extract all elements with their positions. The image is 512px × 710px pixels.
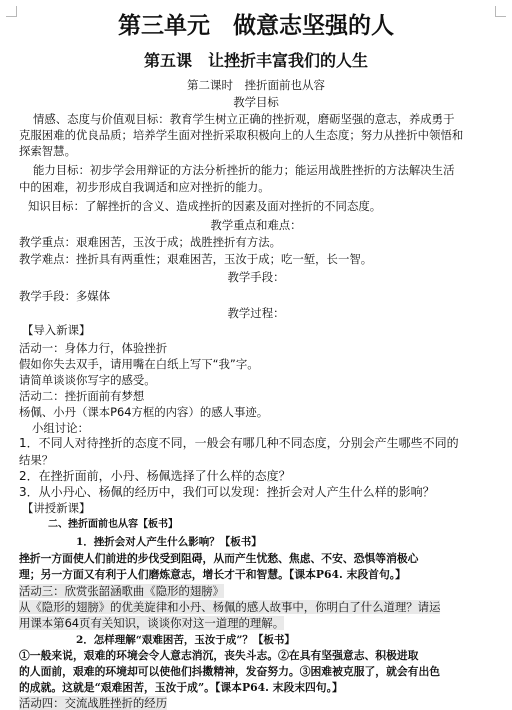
paragraph-line: 假如你失去双手，请用嘴在白纸上写下“我”字。: [19, 357, 259, 371]
section-heading: 教学手段：: [227, 270, 285, 284]
question-line: 2．在挫折面前，小丹、杨佩选择了什么样的态度？: [19, 469, 291, 483]
paragraph-line: 教学手段：多媒体: [19, 289, 111, 303]
paragraph-line: 探索智慧。: [19, 144, 76, 158]
paragraph-line: 中的困难，初步形成自我调适和应对挫折的能力。: [19, 180, 270, 194]
paragraph-text: 从《隐形的翅膀》的优美旋律和小丹、杨佩的感人故事中，你明白了什么道理？请运: [19, 600, 441, 614]
board-heading: 1．挫折会对人产生什么影响？【板书】: [76, 536, 262, 548]
paragraph-line: 教学重点：艰难困苦，玉汝于成；战胜挫折有方法。: [19, 235, 281, 249]
paragraph-line: 教学难点：挫折具有两重性；艰难困苦，玉汝于成；吃一堑，长一智。: [19, 252, 373, 266]
activity-text: 活动三：欣赏张韶涵歌曲《隐形的翅膀》: [19, 584, 225, 598]
paragraph-line: 克服困难的优良品质；培养学生面对挫折采取积极向上的人生态度；努力从挫折中领悟和: [19, 128, 464, 142]
section-heading: 教学过程：: [227, 306, 285, 320]
paragraph-line: [19, 616, 499, 630]
board-text-line: 的人面前，艰难的环境却可以使他们抖擞精神，发奋努力。③困难被克服了，就会有出色: [19, 665, 441, 678]
paragraph-line: 知识目标：了解挫折的含义、造成挫折的因素及面对挫折的不同态度。: [28, 199, 382, 213]
board-text-line: 挫折一方面使人们前进的步伐受到阻碍，从而产生忧愁、焦虑、不安、恐惧等消极心: [19, 552, 419, 565]
question-line: 1．不同人对待挫折的态度不同，一般会有哪几种不同态度，分别会产生哪些不同的: [19, 436, 459, 450]
activity-text: 活动四：交流战胜挫折的经历: [19, 696, 168, 710]
paragraph-line: 能力目标：初步学会用辩证的方法分析挫折的能力；能运用战胜挫折的方法解决生活: [33, 163, 455, 177]
board-heading: 2．怎样理解“艰难困苦，玉汝于成”？【板书】: [76, 634, 295, 646]
activity-line: [19, 696, 499, 710]
paragraph-line: 杨佩、小丹（课本P64方框的内容）的感人事迹。: [19, 405, 269, 419]
board-text-line: 的成就。这就是“艰难困苦，玉汝于成”。【课本P64. 末段末四句。】: [19, 681, 343, 694]
paragraph-line: [19, 600, 499, 614]
paragraph-line: 请简单谈谈你写字的感受。: [19, 373, 156, 387]
lesson-title: 第五课 让挫折丰富我们的人生: [143, 51, 368, 70]
question-line: 结果？: [19, 453, 54, 467]
unit-title: 第三单元 做意志坚强的人: [118, 13, 394, 39]
activity-line: 活动一：身体力行，体验挫折: [19, 341, 168, 355]
paragraph-line: 情感、态度与价值观目标：教育学生树立正确的挫折观，磨砺坚强的意志，养成勇于: [33, 112, 455, 126]
paragraph-line: 小组讨论：: [32, 421, 89, 435]
section-heading: 教学重点和难点：: [210, 218, 302, 232]
question-line: 3．从小丹心、杨佩的经历中，我们可以发现：挫折会对人产生什么样的影响？: [19, 485, 435, 499]
section-heading: 教学目标: [233, 95, 279, 109]
subsection-heading: 【讲授新课】: [22, 501, 91, 515]
paragraph-text: 用课本第64页有关知识，谈谈你对这一道理的理解。: [19, 616, 285, 630]
board-text-line: ①一般来说，艰难的环境会令人意志消沉，丧失斗志。②在具有坚强意志、积极进取: [19, 649, 419, 662]
period-title: 第二课时 挫折面前也从容: [187, 78, 325, 92]
board-heading: 二、挫折面前也从容【板书】: [48, 519, 178, 530]
activity-line: [19, 584, 499, 598]
activity-line: 活动二：挫折面前有梦想: [19, 389, 145, 403]
board-text-line: 理；另一方面又有利于人们磨炼意志，增长才干和智慧。【课本P64. 末段首句。】: [19, 568, 406, 581]
subsection-heading: 【导入新课】: [22, 323, 91, 337]
